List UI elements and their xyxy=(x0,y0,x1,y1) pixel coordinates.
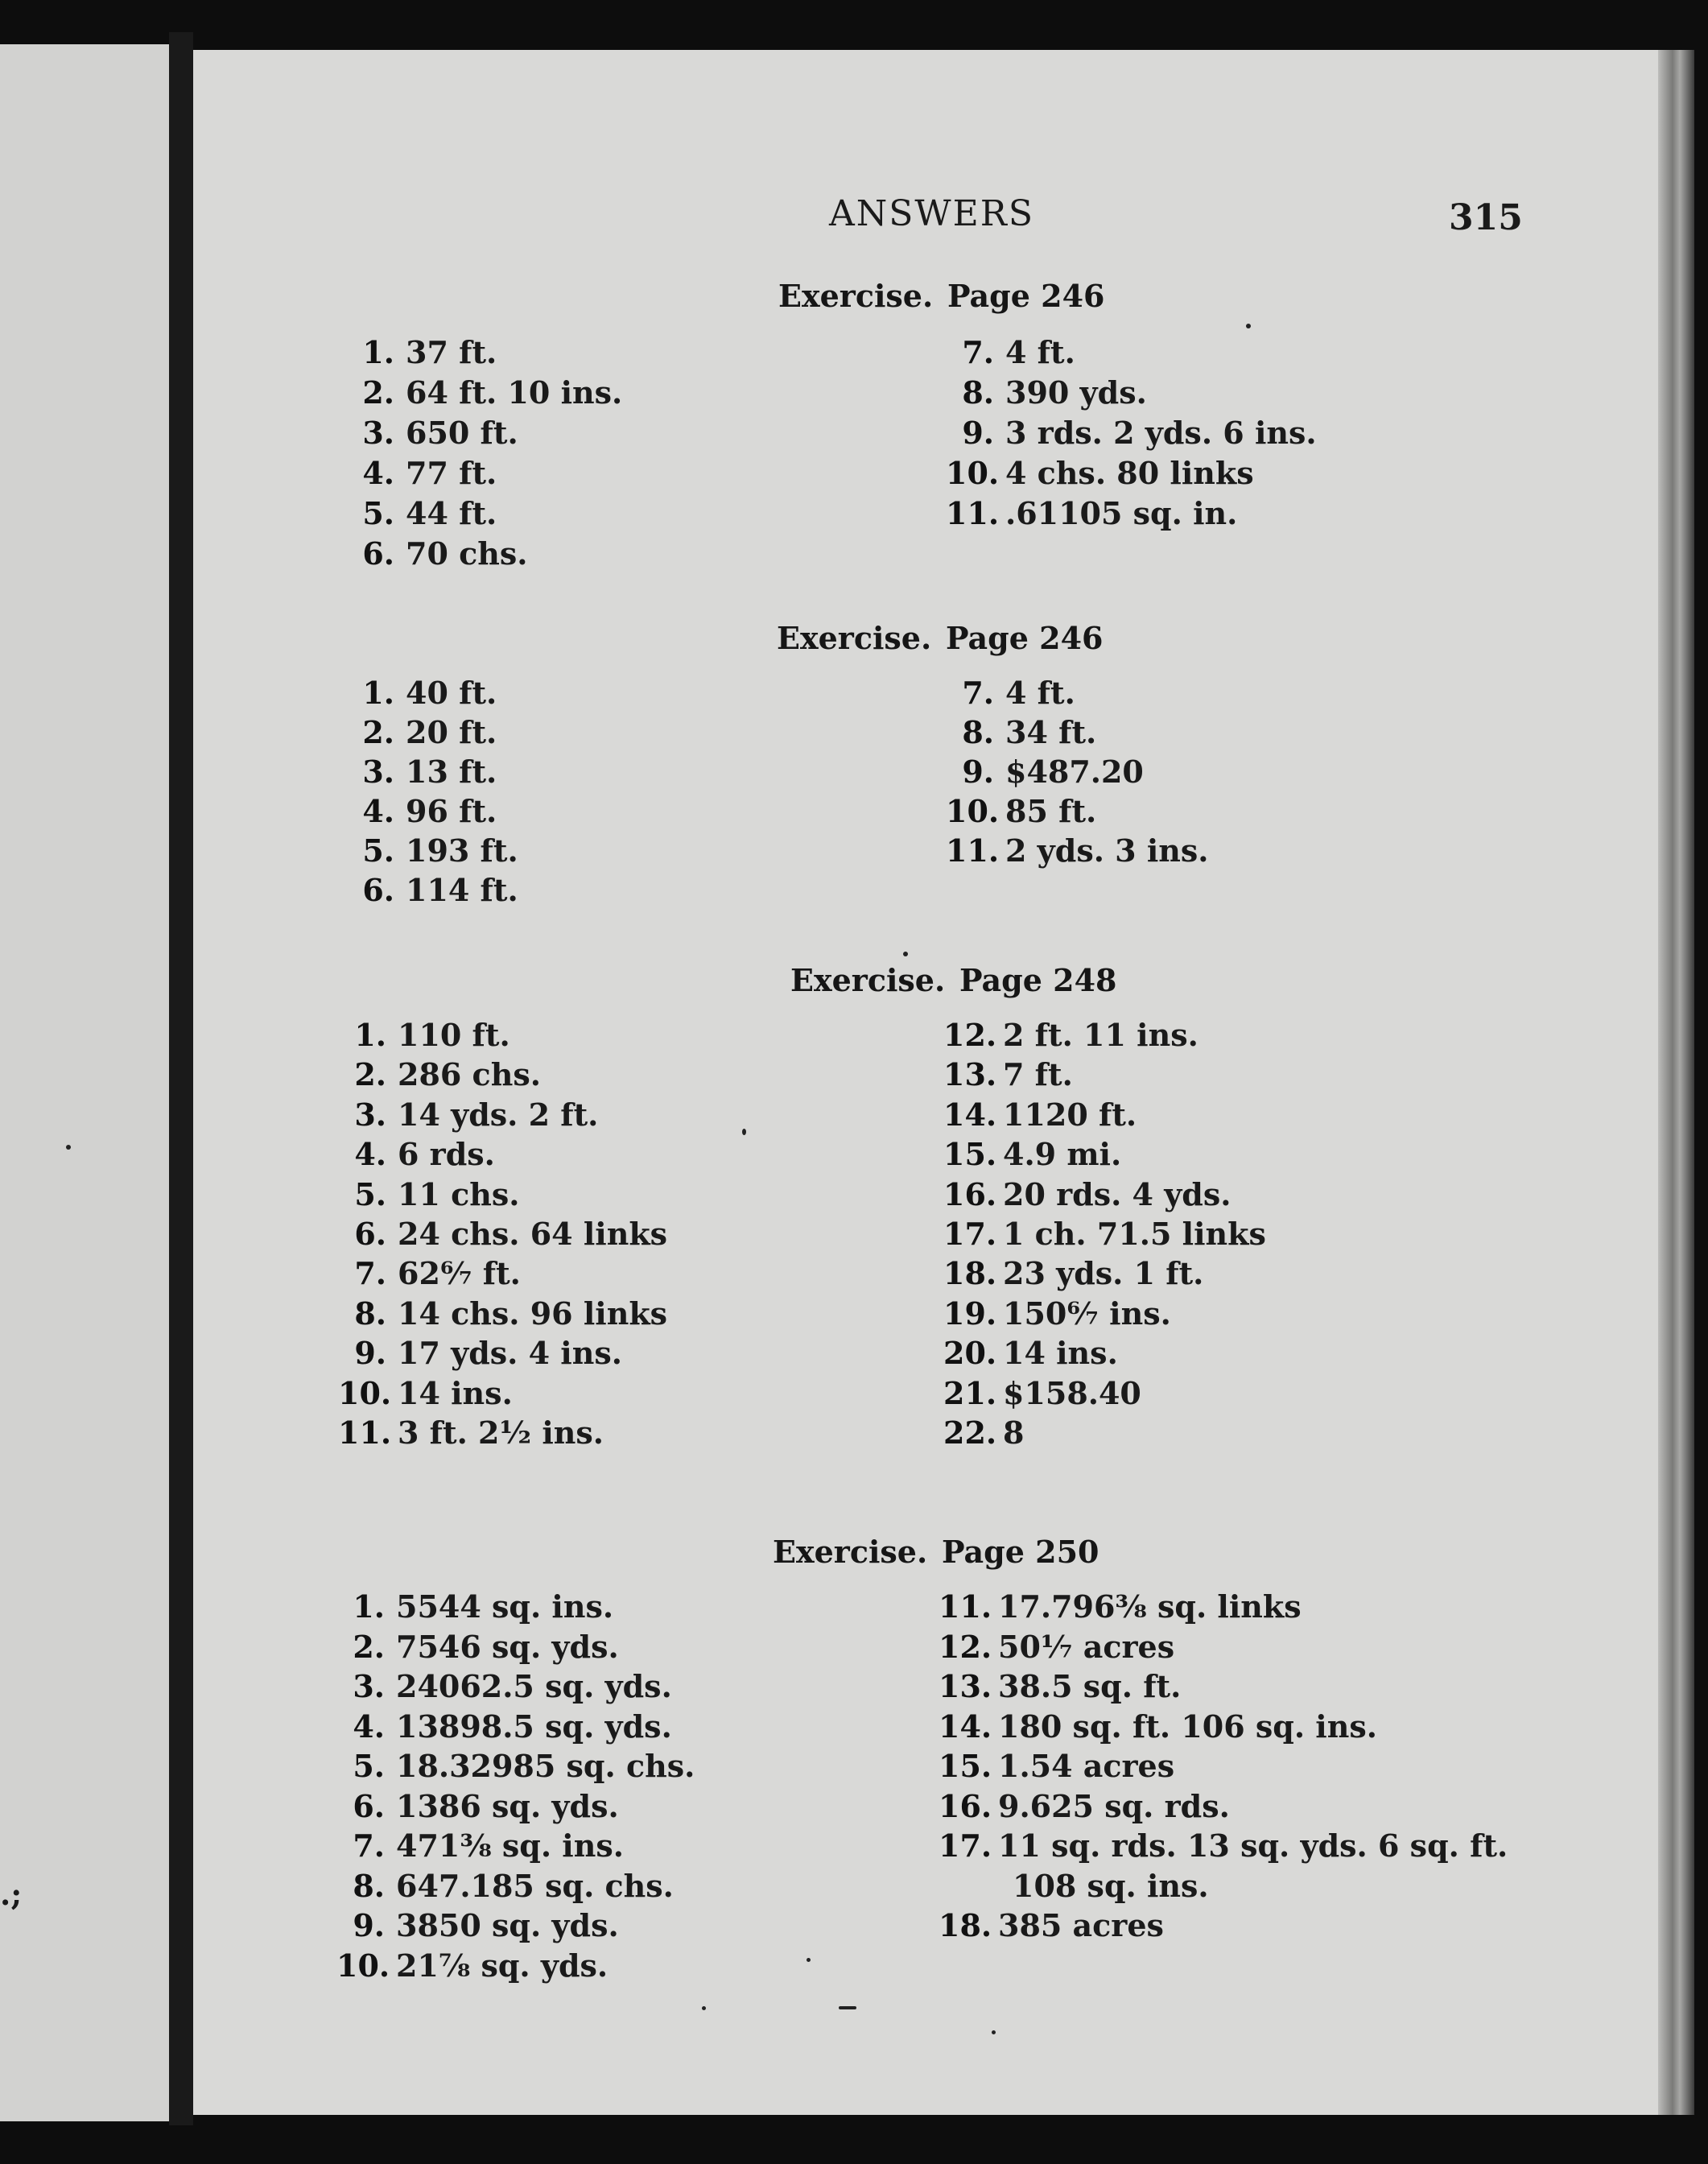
answer-value: 18.32985 sq. chs. xyxy=(396,1748,695,1784)
section-heading xyxy=(777,620,1103,656)
answer-item xyxy=(346,714,497,750)
answer-number: 4. xyxy=(362,793,394,829)
answer-item xyxy=(346,793,497,829)
answer-number: 9. xyxy=(962,754,994,790)
answer-value: 1 ch. 71.5 links xyxy=(1003,1216,1266,1252)
answer-item xyxy=(946,334,1075,370)
answer-item xyxy=(939,1708,1377,1745)
answer-value: 7 ft. xyxy=(1003,1056,1073,1093)
answer-value: 7546 sq. yds. xyxy=(396,1628,619,1665)
answer-value: 85 ft. xyxy=(1005,793,1097,829)
answer-item xyxy=(943,1017,1198,1053)
answer-item xyxy=(336,1668,672,1704)
answer-item xyxy=(336,1788,619,1824)
answer-number: 12. xyxy=(939,1628,992,1665)
answer-value: 96 ft. xyxy=(406,793,497,829)
answer-item xyxy=(943,1295,1171,1332)
answer-number: 20. xyxy=(943,1335,997,1372)
answer-number: 11. xyxy=(946,495,1000,531)
answer-number: 15. xyxy=(939,1748,992,1784)
answer-number: 1. xyxy=(353,1588,385,1625)
answer-item xyxy=(946,793,1096,829)
answer-value: 62⁶⁄₇ ft. xyxy=(398,1255,521,1292)
answer-number: 1. xyxy=(354,1017,386,1053)
answer-number: 2. xyxy=(362,374,394,411)
answer-value: 50¹⁄₇ acres xyxy=(998,1628,1175,1665)
answer-item xyxy=(336,1827,624,1864)
answer-value: 108 sq. ins. xyxy=(1013,1867,1209,1904)
answer-number: 13. xyxy=(939,1668,992,1704)
answer-number: 9. xyxy=(354,1335,386,1372)
answer-number: 22. xyxy=(943,1414,997,1451)
answer-item xyxy=(338,1255,521,1291)
answer-value: 13898.5 sq. yds. xyxy=(396,1708,672,1745)
answer-item xyxy=(336,1588,613,1625)
answer-value: 650 ft. xyxy=(406,415,518,451)
answer-number: 14. xyxy=(943,1096,997,1133)
answer-item xyxy=(946,675,1075,711)
answer-number: 6. xyxy=(362,872,394,908)
answer-number: 4. xyxy=(362,455,394,491)
answer-value: 20 rds. 4 yds. xyxy=(1003,1175,1231,1212)
answer-number: 16. xyxy=(943,1175,997,1212)
answer-value: 1386 sq. yds. xyxy=(396,1787,619,1824)
answer-number: 8. xyxy=(353,1867,385,1904)
answer-item xyxy=(943,1335,1118,1371)
answer-item xyxy=(346,675,497,711)
print-speck xyxy=(742,1129,746,1135)
book-spine xyxy=(169,32,193,2125)
answer-item xyxy=(338,1295,667,1332)
answer-value: 23 yds. 1 ft. xyxy=(1003,1255,1204,1292)
answer-value: 471⅜ sq. ins. xyxy=(396,1827,624,1864)
answer-value: 390 yds. xyxy=(1005,374,1147,411)
answer-value: 70 chs. xyxy=(406,535,528,572)
answer-value: 150⁶⁄₇ ins. xyxy=(1003,1295,1171,1332)
answer-value: $487.20 xyxy=(1005,754,1144,790)
answer-item xyxy=(336,1708,672,1745)
answer-number: 17. xyxy=(943,1216,997,1252)
answer-number: 16. xyxy=(939,1787,992,1824)
answer-value: 4 ft. xyxy=(1005,675,1075,711)
answer-number: 10. xyxy=(336,1947,390,1984)
left-page-edge xyxy=(0,44,169,2121)
answer-number: 1. xyxy=(362,675,394,711)
answer-value: 110 ft. xyxy=(398,1017,510,1053)
answer-number: 17. xyxy=(939,1827,992,1864)
answer-number: 5. xyxy=(353,1748,385,1784)
page-reference: Page 246 xyxy=(947,278,1105,314)
answer-number: 4. xyxy=(353,1708,385,1745)
answer-value: 13 ft. xyxy=(406,754,497,790)
answer-number: 6. xyxy=(354,1216,386,1252)
answer-item xyxy=(939,1748,1174,1784)
answer-item xyxy=(336,1629,619,1665)
answer-number: 7. xyxy=(962,675,994,711)
answer-item xyxy=(946,754,1144,790)
answer-item xyxy=(943,1096,1137,1133)
answer-number: 15. xyxy=(943,1136,997,1173)
page-reference: Page 246 xyxy=(946,620,1104,656)
answer-number: 19. xyxy=(943,1295,997,1332)
answer-item xyxy=(943,1176,1231,1212)
exercise-label: Exercise. xyxy=(773,1534,928,1570)
answer-number: 3. xyxy=(353,1668,385,1704)
answer-number: 6. xyxy=(353,1787,385,1824)
answer-value: 14 chs. 96 links xyxy=(398,1295,668,1332)
answer-value: 5544 sq. ins. xyxy=(396,1588,614,1625)
answer-item xyxy=(346,754,497,790)
answer-item xyxy=(336,1947,608,1984)
answer-number: 18. xyxy=(943,1255,997,1292)
exercise-label: Exercise. xyxy=(777,620,932,656)
answer-value: 44 ft. xyxy=(406,495,497,531)
answer-number: 9. xyxy=(962,415,994,451)
answer-value: 4 ft. xyxy=(1005,334,1075,370)
answer-value: 2 yds. 3 ins. xyxy=(1005,832,1209,869)
section-heading xyxy=(778,278,1104,314)
answer-item xyxy=(946,495,1237,531)
answer-item xyxy=(943,1255,1203,1291)
answer-value: 114 ft. xyxy=(406,872,518,908)
answer-number: 11. xyxy=(939,1588,992,1625)
print-speck xyxy=(903,952,908,956)
answer-value: 193 ft. xyxy=(406,832,518,869)
answer-item xyxy=(943,1056,1073,1092)
answer-value: 3 ft. 2½ ins. xyxy=(398,1414,604,1451)
answer-number: 3. xyxy=(354,1096,386,1133)
print-speck xyxy=(807,1958,811,1962)
print-speck xyxy=(992,2030,996,2034)
answer-value: 14 ins. xyxy=(398,1374,513,1411)
section-heading xyxy=(790,962,1116,998)
answer-number: 5. xyxy=(354,1175,386,1212)
answer-item xyxy=(946,455,1254,491)
answer-item xyxy=(946,415,1317,451)
answer-item xyxy=(338,1056,541,1092)
answer-number: 7. xyxy=(354,1255,386,1292)
answer-item xyxy=(338,1017,510,1053)
answer-item xyxy=(943,1216,1266,1252)
answer-value: 180 sq. ft. 106 sq. ins. xyxy=(998,1708,1377,1745)
answer-value: 24062.5 sq. yds. xyxy=(396,1668,672,1704)
print-speck xyxy=(702,2006,706,2010)
answer-value: 34 ft. xyxy=(1005,714,1097,750)
answer-value: 647.185 sq. chs. xyxy=(396,1867,674,1904)
answer-value: .61105 sq. in. xyxy=(1005,495,1238,531)
answer-item xyxy=(338,1414,604,1451)
answer-number: 2. xyxy=(354,1056,386,1093)
answer-number: 3. xyxy=(362,754,394,790)
answer-number: 3. xyxy=(362,415,394,451)
answer-item xyxy=(346,455,497,491)
print-speck xyxy=(66,1145,71,1150)
answer-item xyxy=(338,1136,495,1172)
answer-item xyxy=(943,1375,1141,1411)
page-number: 315 xyxy=(1449,197,1523,238)
answer-number: 1. xyxy=(362,334,394,370)
answer-item xyxy=(346,832,518,869)
answer-number: 10. xyxy=(946,455,1000,491)
answer-item xyxy=(939,1588,1302,1625)
answer-item xyxy=(338,1216,667,1252)
answer-number: 11. xyxy=(338,1414,392,1451)
answer-number: 14. xyxy=(939,1708,992,1745)
exercise-label: Exercise. xyxy=(790,962,946,998)
answer-item xyxy=(946,832,1209,869)
answer-value: 1.54 acres xyxy=(998,1748,1175,1784)
answer-value: 2 ft. 11 ins. xyxy=(1003,1017,1198,1053)
answer-number: 13. xyxy=(943,1056,997,1093)
answer-value: 3 rds. 2 yds. 6 ins. xyxy=(1005,415,1317,451)
answer-number: 8. xyxy=(354,1295,386,1332)
answer-item xyxy=(336,1907,619,1943)
answer-number: 2. xyxy=(362,714,394,750)
answer-item xyxy=(939,1629,1174,1665)
answer-item xyxy=(939,1868,1209,1904)
answer-value: 3850 sq. yds. xyxy=(396,1907,619,1943)
answer-item xyxy=(939,1907,1164,1943)
answer-item xyxy=(338,1335,622,1371)
running-title: ANSWERS xyxy=(829,193,1035,234)
answer-number: 11. xyxy=(946,832,1000,869)
answer-value: 21⅞ sq. yds. xyxy=(396,1947,609,1984)
answer-value: 8 xyxy=(1003,1414,1025,1451)
answer-item xyxy=(946,374,1147,411)
page-reference: Page 248 xyxy=(959,962,1117,998)
answer-item xyxy=(336,1868,674,1904)
answer-item xyxy=(939,1788,1230,1824)
answer-item xyxy=(939,1668,1181,1704)
answer-item xyxy=(346,334,497,370)
answer-item xyxy=(346,535,528,572)
answer-value: 17 yds. 4 ins. xyxy=(398,1335,622,1372)
answer-number: 6. xyxy=(362,535,394,572)
print-speck xyxy=(1246,324,1251,328)
answer-item xyxy=(943,1136,1121,1172)
answer-item xyxy=(338,1176,520,1212)
answer-item xyxy=(943,1414,1024,1451)
answer-number: 5. xyxy=(362,832,394,869)
answer-value: 385 acres xyxy=(998,1907,1164,1943)
answer-value: 11 chs. xyxy=(398,1175,520,1212)
answer-number: 21. xyxy=(943,1374,997,1411)
answer-number: 7. xyxy=(962,334,994,370)
answer-number: 10. xyxy=(338,1374,392,1411)
answer-item xyxy=(346,415,518,451)
answer-value: 9.625 sq. rds. xyxy=(998,1787,1230,1824)
answer-value: 64 ft. 10 ins. xyxy=(406,374,623,411)
answer-value: 6 rds. xyxy=(398,1136,495,1173)
answer-item xyxy=(946,714,1096,750)
exercise-label: Exercise. xyxy=(778,278,934,314)
answer-number: 10. xyxy=(946,793,1000,829)
answer-value: 24 chs. 64 links xyxy=(398,1216,668,1252)
answer-value: 17.796⅜ sq. links xyxy=(998,1588,1302,1625)
answer-item xyxy=(338,1375,513,1411)
answer-item xyxy=(939,1827,1508,1864)
answer-value: 37 ft. xyxy=(406,334,497,370)
answer-number: 8. xyxy=(962,714,994,750)
answer-number: 4. xyxy=(354,1136,386,1173)
answer-value: 14 ins. xyxy=(1003,1335,1118,1372)
answer-number: 8. xyxy=(962,374,994,411)
answer-value: 14 yds. 2 ft. xyxy=(398,1096,599,1133)
answer-number: 5. xyxy=(362,495,394,531)
answer-number: 9. xyxy=(353,1907,385,1943)
page-reference: Page 250 xyxy=(942,1534,1099,1570)
answer-number: 18. xyxy=(939,1907,992,1943)
print-speck xyxy=(839,2006,856,2009)
answer-value: 1120 ft. xyxy=(1003,1096,1137,1133)
answer-value: 20 ft. xyxy=(406,714,497,750)
answer-item xyxy=(346,872,518,908)
answer-value: 4.9 mi. xyxy=(1003,1136,1122,1173)
answer-item xyxy=(338,1096,598,1133)
answer-value: $158.40 xyxy=(1003,1374,1141,1411)
answer-number: 2. xyxy=(353,1628,385,1665)
section-heading xyxy=(773,1534,1099,1570)
answer-value: 40 ft. xyxy=(406,675,497,711)
answer-item xyxy=(346,495,497,531)
answer-value: 286 chs. xyxy=(398,1056,541,1093)
left-page-fragment: .; xyxy=(0,1876,23,1912)
answer-value: 38.5 sq. ft. xyxy=(998,1668,1182,1704)
answer-value: 11 sq. rds. 13 sq. yds. 6 sq. ft. xyxy=(998,1827,1508,1864)
answer-item xyxy=(346,374,622,411)
answer-number: 12. xyxy=(943,1017,997,1053)
page-edge xyxy=(1658,50,1694,2115)
answer-number: 7. xyxy=(353,1827,385,1864)
answer-item xyxy=(336,1748,695,1784)
answer-value: 4 chs. 80 links xyxy=(1005,455,1254,491)
answer-value: 77 ft. xyxy=(406,455,497,491)
